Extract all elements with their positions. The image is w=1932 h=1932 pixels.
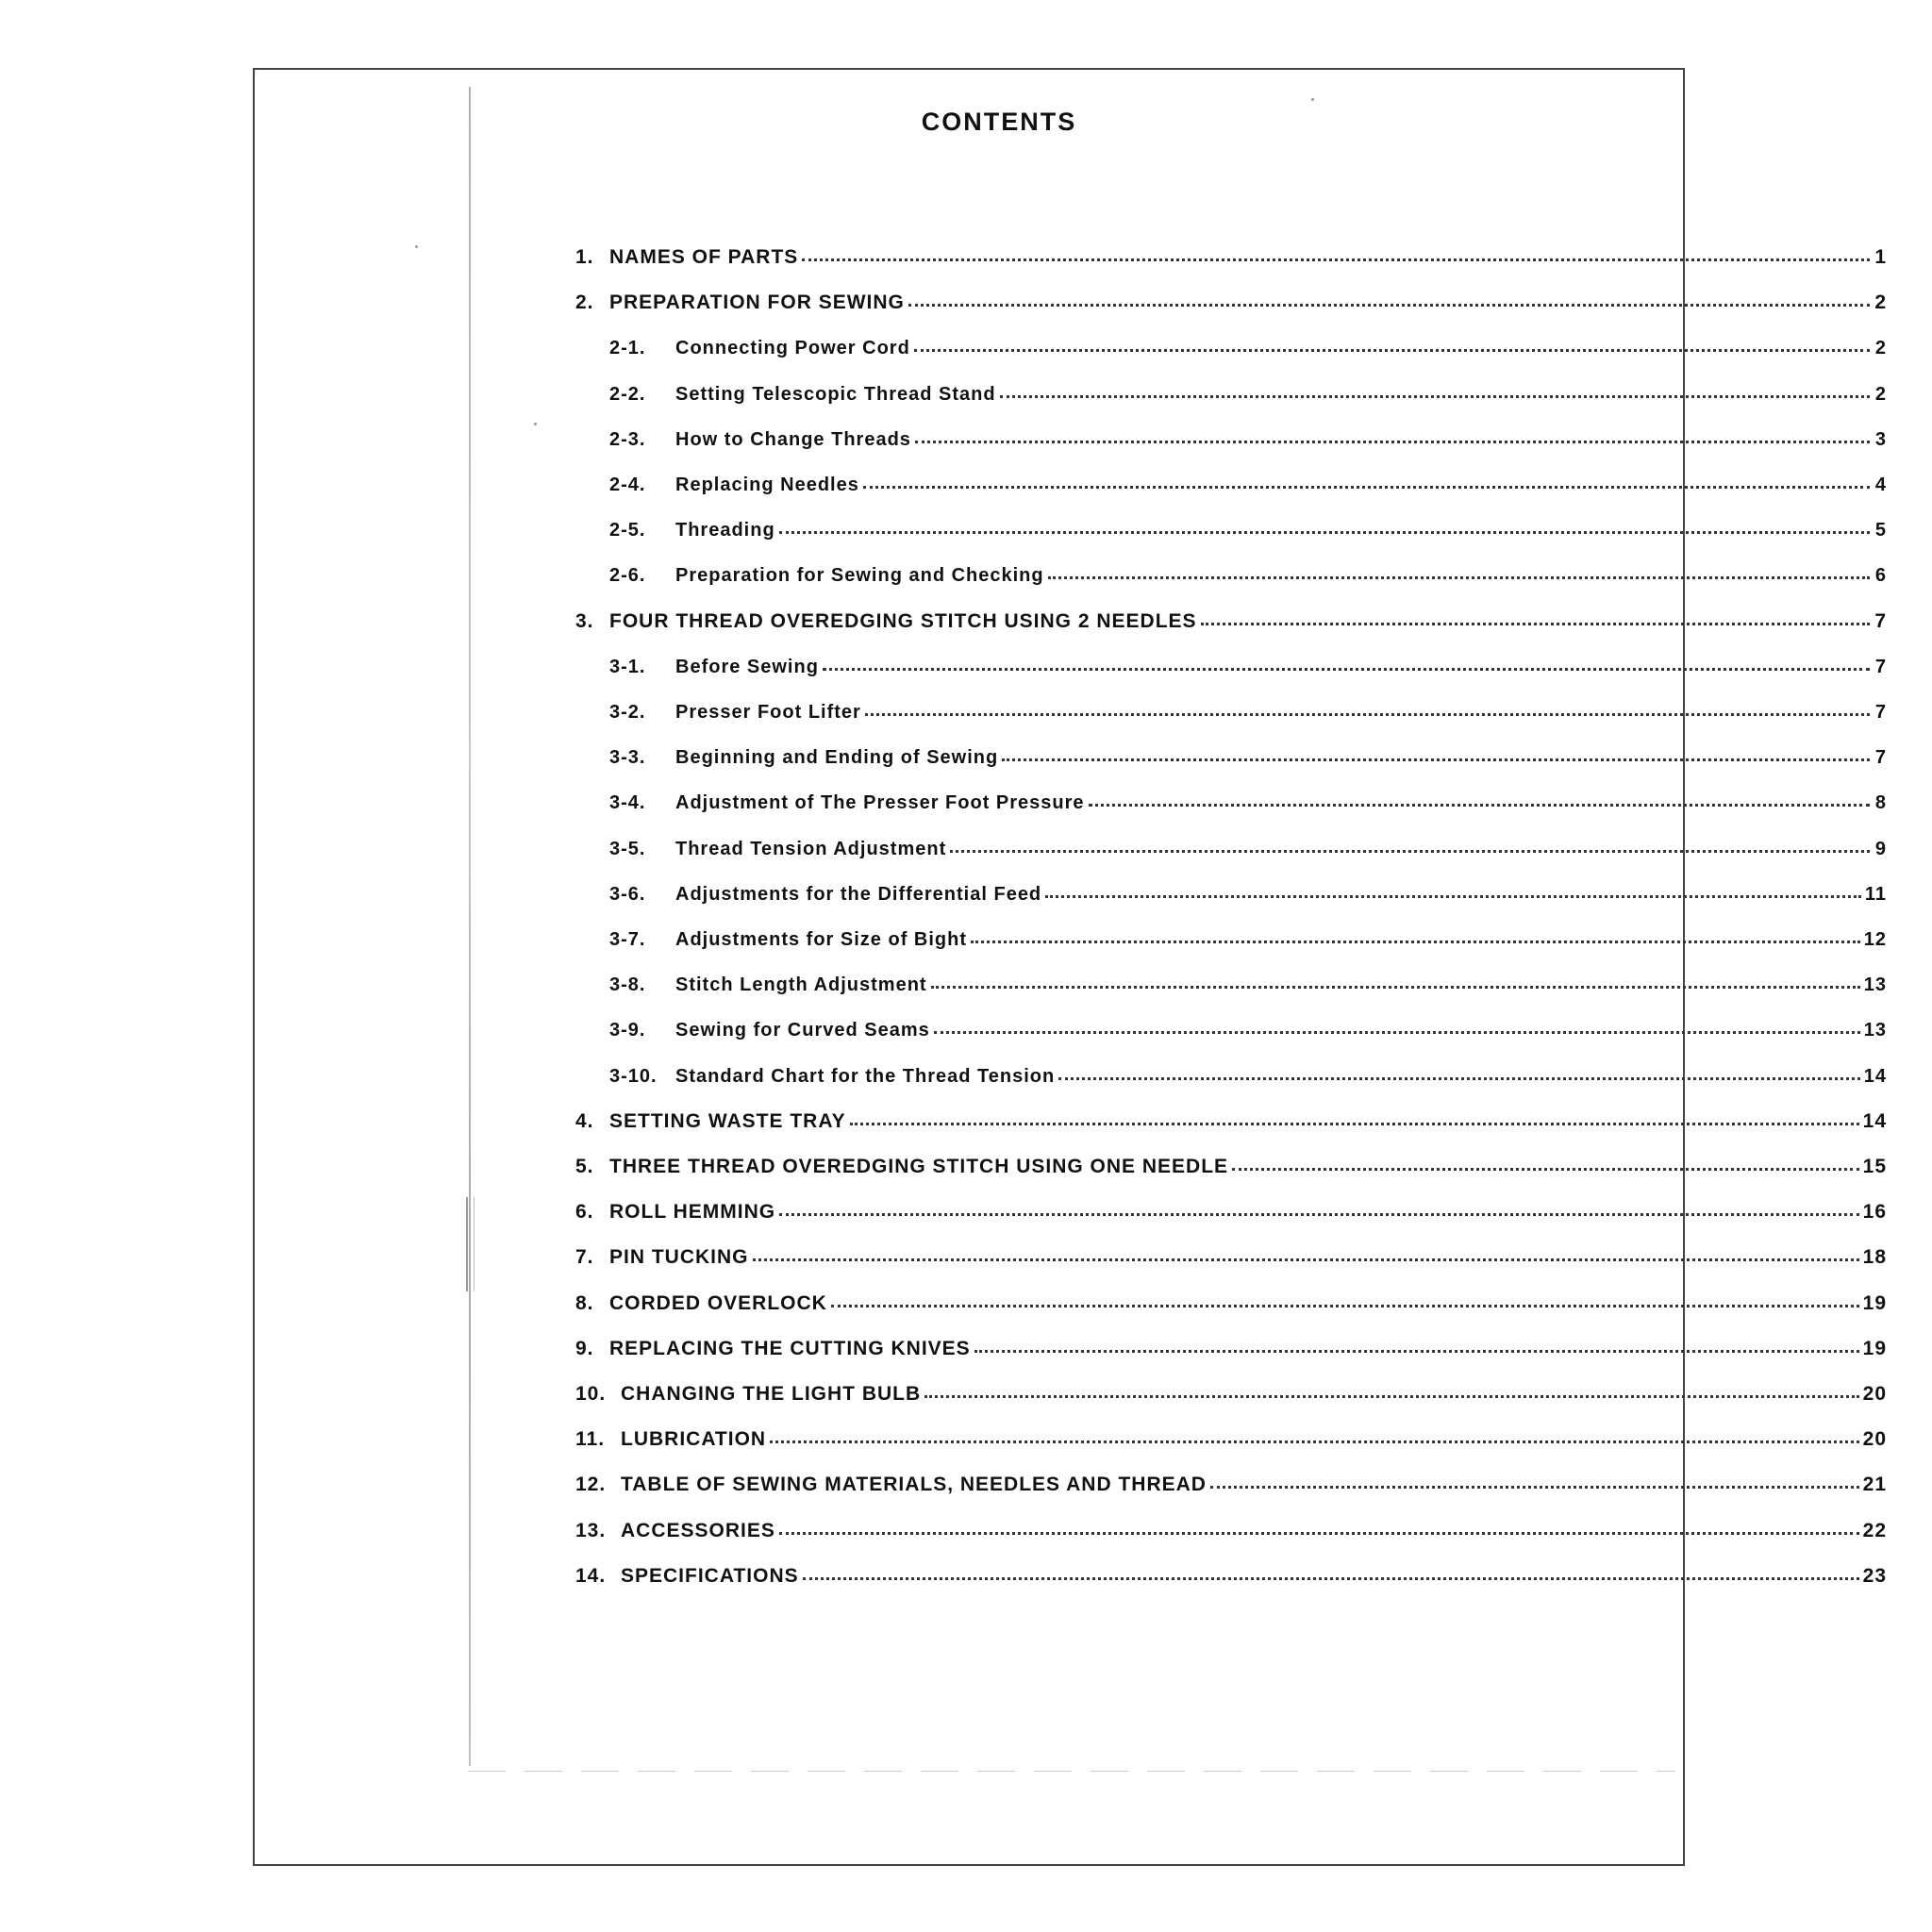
dot-leader xyxy=(823,651,1870,671)
dot-leader xyxy=(971,924,1860,943)
toc-entry-page-number: 12 xyxy=(1863,929,1887,950)
toc-entry-number: 6. xyxy=(575,1201,594,1224)
toc-entry-title: SETTING WASTE TRAY xyxy=(609,1109,846,1132)
toc-entry xyxy=(575,1335,1887,1363)
toc-entry-number: 1. xyxy=(575,246,594,268)
toc-entry-page-number: 16 xyxy=(1862,1201,1887,1224)
dot-leader xyxy=(1089,787,1870,807)
toc-entry-title: ROLL HEMMING xyxy=(609,1201,776,1224)
toc-entry-page-number: 5 xyxy=(1874,520,1887,541)
toc-entry-page-number: 1 xyxy=(1874,246,1887,268)
dot-leader xyxy=(1002,741,1870,761)
toc-entry xyxy=(575,1380,1887,1408)
toc-entry-number: 2-1. xyxy=(609,338,646,359)
toc-entry xyxy=(609,925,1887,954)
toc-entry xyxy=(575,1562,1887,1591)
toc-entry xyxy=(575,1198,1887,1226)
toc-entry-number: 2-5. xyxy=(609,520,646,541)
scan-speck xyxy=(534,423,537,425)
toc-entry-title: Replacing Needles xyxy=(675,475,859,495)
toc-entry-title: Standard Chart for the Thread Tension xyxy=(675,1065,1056,1087)
toc-entry xyxy=(609,880,1887,908)
dot-leader xyxy=(1210,1469,1859,1489)
toc-entry-number: 12. xyxy=(575,1474,607,1496)
toc-entry-number: 3-4. xyxy=(609,792,646,814)
toc-entry xyxy=(575,1425,1887,1454)
toc-entry-page-number: 4 xyxy=(1874,475,1887,495)
toc-entry-number: 2-6. xyxy=(609,565,646,587)
toc-entry-number: 3-2. xyxy=(609,702,646,723)
dot-leader xyxy=(779,1515,1859,1535)
dot-leader xyxy=(915,424,1870,443)
toc-entry-page-number: 19 xyxy=(1862,1291,1887,1314)
toc-entry-number: 3-5. xyxy=(609,838,646,859)
toc-entry xyxy=(609,653,1887,681)
toc-entry-number: 3-3. xyxy=(609,747,646,769)
toc-entry xyxy=(575,1517,1887,1545)
toc-entry-title: REPLACING THE CUTTING KNIVES xyxy=(609,1337,971,1359)
toc-entry-page-number: 23 xyxy=(1862,1564,1887,1587)
dot-leader xyxy=(1000,378,1870,398)
toc-entry xyxy=(609,561,1887,590)
dot-leader xyxy=(803,1560,1859,1580)
toc-entry-page-number: 13 xyxy=(1863,1020,1887,1041)
dot-leader xyxy=(931,969,1860,989)
toc-entry xyxy=(609,698,1887,726)
toc-entry xyxy=(575,243,1887,272)
toc-entry xyxy=(609,471,1887,499)
toc-entry-number: 11. xyxy=(575,1428,606,1451)
toc-entry-number: 2. xyxy=(575,291,594,314)
toc-entry-title: Stitch Length Adjustment xyxy=(675,974,927,996)
toc-entry-title: LUBRICATION xyxy=(621,1428,767,1451)
toc-entry xyxy=(575,1471,1887,1499)
toc-entry xyxy=(575,1153,1887,1181)
toc-entry-number: 3-8. xyxy=(609,974,646,996)
toc-entry-title: Adjustment of The Presser Foot Pressure xyxy=(675,792,1085,814)
toc-entry-page-number: 8 xyxy=(1874,792,1887,814)
dot-leader xyxy=(908,287,1870,307)
dot-leader xyxy=(1045,878,1861,898)
toc-entry-number: 9. xyxy=(575,1337,594,1359)
toc-entry xyxy=(575,1290,1887,1318)
dot-leader xyxy=(1201,606,1870,625)
toc-entry xyxy=(609,516,1887,544)
toc-entry-number: 3-7. xyxy=(609,929,646,950)
dot-leader xyxy=(974,1333,1859,1353)
toc-entry-title: PIN TUCKING xyxy=(609,1246,749,1269)
toc-entry xyxy=(575,289,1887,317)
toc-entry-number: 10. xyxy=(575,1383,607,1405)
toc-entry-page-number: 21 xyxy=(1862,1474,1887,1496)
toc-entry xyxy=(575,1243,1887,1272)
toc-entry-page-number: 7 xyxy=(1874,702,1887,723)
toc-entry-number: 4. xyxy=(575,1109,594,1132)
toc-entry-page-number: 9 xyxy=(1874,838,1887,859)
toc-entry xyxy=(609,425,1887,454)
toc-entry-title: Setting Telescopic Thread Stand xyxy=(675,383,996,405)
toc-entry-page-number: 20 xyxy=(1862,1383,1887,1405)
dot-leader xyxy=(850,1106,1859,1125)
toc-entry-page-number: 14 xyxy=(1863,1065,1887,1087)
toc-entry-page-number: 7 xyxy=(1874,747,1887,769)
toc-entry xyxy=(609,1016,1887,1044)
dot-leader xyxy=(865,696,1870,716)
toc-entry-title: Threading xyxy=(675,520,775,541)
dot-leader xyxy=(831,1288,1859,1307)
toc-entry-number: 2-3. xyxy=(609,428,646,450)
dot-leader xyxy=(1232,1151,1859,1171)
dot-leader xyxy=(863,469,1870,489)
toc-entry-number: 3. xyxy=(575,609,594,632)
toc-entry-title: ACCESSORIES xyxy=(621,1519,775,1541)
toc-entry-title: Presser Foot Lifter xyxy=(675,702,861,723)
toc-entry-page-number: 2 xyxy=(1874,338,1887,359)
scanned-page xyxy=(253,68,1887,1866)
toc-entry-number: 2-4. xyxy=(609,475,646,495)
toc-entry-page-number: 3 xyxy=(1874,428,1887,450)
toc-entry-title: NAMES OF PARTS xyxy=(609,246,799,268)
toc-entry-page-number: 11 xyxy=(1864,883,1887,905)
toc-entry-page-number: 13 xyxy=(1863,974,1887,996)
toc-entry xyxy=(609,835,1887,863)
dot-leader xyxy=(914,332,1870,352)
toc-entry-page-number: 2 xyxy=(1874,383,1887,405)
toc-entry-number: 14. xyxy=(575,1564,607,1587)
dot-leader xyxy=(924,1378,1858,1398)
toc-entry-title: Sewing for Curved Seams xyxy=(675,1020,930,1041)
toc-entry-page-number: 20 xyxy=(1862,1428,1887,1451)
dot-leader xyxy=(934,1014,1860,1034)
toc-entry-number: 3-10. xyxy=(609,1065,658,1087)
toc-entry xyxy=(575,608,1887,636)
toc-entry-page-number: 22 xyxy=(1862,1519,1887,1541)
toc-entry-title: How to Change Threads xyxy=(675,428,911,450)
toc-entry-page-number: 15 xyxy=(1862,1156,1887,1177)
scan-artifact-line xyxy=(468,1771,1675,1772)
scan-speck xyxy=(1311,98,1314,101)
toc-entry xyxy=(609,380,1887,408)
dot-leader xyxy=(779,1196,1859,1216)
toc-entry-number: 3-9. xyxy=(609,1020,646,1041)
toc-entry-page-number: 7 xyxy=(1874,656,1887,677)
toc-entry xyxy=(609,1062,1887,1091)
dot-leader xyxy=(779,514,1870,534)
toc-entry-number: 5. xyxy=(575,1156,594,1177)
toc-entry-title: CHANGING THE LIGHT BULB xyxy=(621,1383,922,1405)
toc-entry-number: 7. xyxy=(575,1246,594,1269)
toc-entry-number: 3-1. xyxy=(609,656,646,677)
toc-entry xyxy=(575,1108,1887,1136)
toc-entry-title: Adjustments for Size of Bight xyxy=(675,929,967,950)
toc-entry-number: 8. xyxy=(575,1291,594,1314)
toc-entry-title: Preparation for Sewing and Checking xyxy=(675,565,1044,587)
toc-entry-page-number: 18 xyxy=(1862,1246,1887,1269)
toc-entry xyxy=(609,971,1887,999)
dot-leader xyxy=(1048,559,1870,579)
dot-leader xyxy=(770,1424,1859,1443)
binding-notch xyxy=(466,1197,475,1291)
toc-entry-page-number: 14 xyxy=(1862,1109,1887,1132)
toc-entry-title: PREPARATION FOR SEWING xyxy=(609,291,905,314)
toc-entry xyxy=(609,743,1887,772)
toc-entry-number: 3-6. xyxy=(609,883,646,905)
toc-entry-number: 13. xyxy=(575,1519,607,1541)
dot-leader xyxy=(753,1241,1859,1261)
toc-entry-title: Connecting Power Cord xyxy=(675,338,910,359)
scan-speck xyxy=(415,245,418,248)
toc-entry-title: THREE THREAD OVEREDGING STITCH USING ONE NEEDLE xyxy=(609,1156,1229,1177)
toc-entry xyxy=(609,334,1887,362)
toc-entry-page-number: 19 xyxy=(1862,1337,1887,1359)
toc-entry-page-number: 7 xyxy=(1874,609,1887,632)
toc-entry-number: 2-2. xyxy=(609,383,646,405)
toc-entry-title: Adjustments for the Differential Feed xyxy=(675,883,1042,905)
toc-entry-title: Before Sewing xyxy=(675,656,819,677)
binding-edge xyxy=(469,87,471,1766)
toc-entry-page-number: 2 xyxy=(1874,291,1887,314)
toc-entry xyxy=(609,789,1887,817)
page-title: CONTENTS xyxy=(921,108,1077,136)
toc-entry-title: CORDED OVERLOCK xyxy=(609,1291,827,1314)
toc-entry-title: TABLE OF SEWING MATERIALS, NEEDLES AND THREAD xyxy=(621,1474,1207,1496)
dot-leader xyxy=(1058,1060,1860,1080)
toc-entry-title: Thread Tension Adjustment xyxy=(675,838,947,859)
dot-leader xyxy=(950,833,1870,853)
toc-entry-title: Beginning and Ending of Sewing xyxy=(675,747,999,769)
toc-entry-title: FOUR THREAD OVEREDGING STITCH USING 2 NEEDLES xyxy=(609,609,1197,632)
toc-entry-page-number: 6 xyxy=(1874,565,1887,587)
toc-entry-title: SPECIFICATIONS xyxy=(621,1564,799,1587)
dot-leader xyxy=(802,242,1870,261)
